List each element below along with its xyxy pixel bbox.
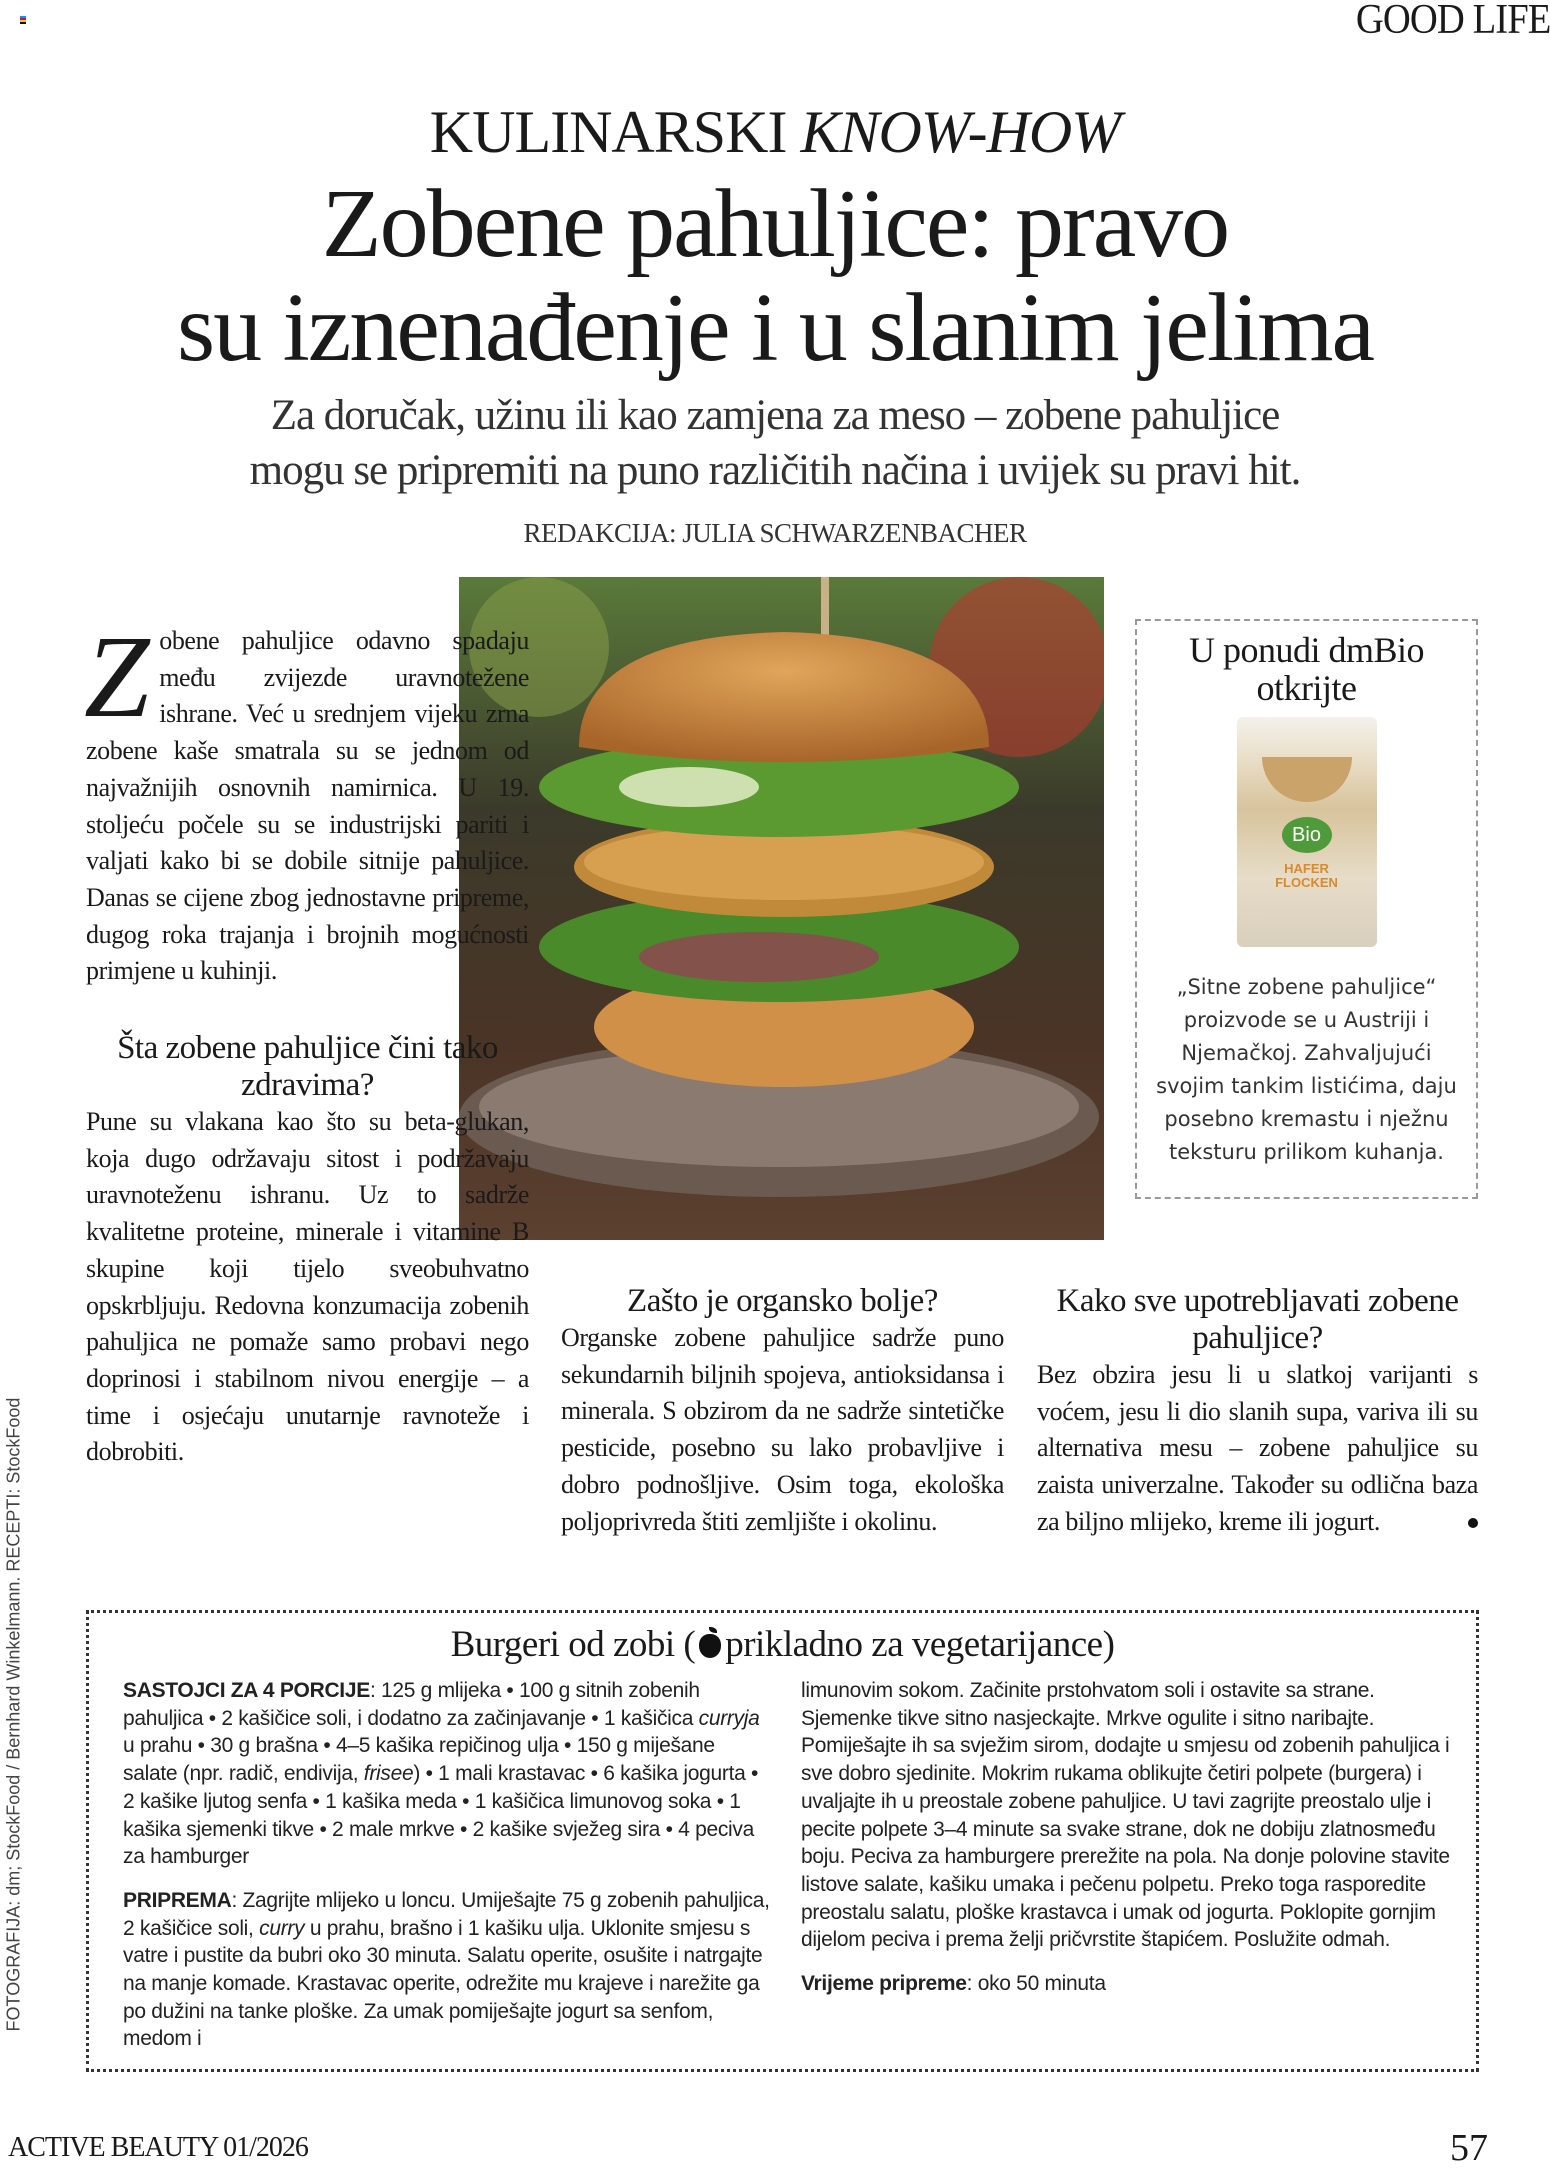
kicker-italic: KNOW-HOW (800, 99, 1121, 165)
section-paragraph: Bez obzira jesu li u slatkoj varijanti s voćem, jesu li dio slanih supa, variva ili su alternativa mesu – zobene pahuljice su zaista univerzalne. Također su odlična baza za biljno mlijeko, kreme ili jogurt. (1037, 1360, 1478, 1536)
section-heading: Šta zobene pahuljice čini tako zdravima? (117, 1030, 498, 1104)
column-intro (84, 611, 529, 1471)
byline: REDAKCIJA: JULIA SCHWARZENBACHER (523, 518, 1027, 548)
recipe-title (89, 1623, 1476, 1666)
sidebar-text: „Sitne zobene pahuljice“ proizvode se u Austriji i Njemačkoj. Zahvaljujući svojim tankim listićima, daju posebno kremastu i nježnu teksturu prilikom kuhanja. (1156, 975, 1457, 1164)
page-number: 57 (1450, 2127, 1488, 2169)
column-usage (1037, 1283, 1478, 1541)
subtitle-line: mogu se pripremiti na puno različitih načina i uvijek su pravi hit. (249, 447, 1301, 494)
prep-time-value: : oko 50 minuta (966, 1972, 1106, 1996)
text-run: u prahu, brašno i 1 kašiku ulja. Uklonite smjesu s vatre i pustite da bubri oko 30 minuta. Salatu operite, osušite i natrgajte na manje komade. Krastavac operite, odrežite mu krajeve i narežite ga po dužini na tanke ploške. Za umak pomiješajte jogurt sa senfom, medom i (123, 1916, 763, 2051)
recipe-title-text: prikladno za vegetarijance) (725, 1624, 1115, 1665)
title-line: su iznenađenje i u slanim jelima (176, 274, 1374, 382)
burger-photo (459, 577, 1104, 1240)
recipe-box (86, 1610, 1479, 2072)
preparation-label: PRIPREMA (123, 1888, 232, 1912)
prep-time-label: Vrijeme pripreme (801, 1972, 967, 1996)
end-mark-icon (1468, 1518, 1478, 1528)
ingredients (123, 1677, 773, 1871)
magazine-issue: ACTIVE BEAUTY 01/2026 (8, 2132, 308, 2163)
bowl-graphic (1262, 757, 1352, 802)
section-label: GOOD LIFE (1355, 0, 1550, 43)
ingredients-text (123, 1679, 760, 1868)
italic-term: curry (259, 1916, 305, 1940)
text-run: : 125 g mlijeka • 100 g sitnih zobenih pahuljica • 2 kašičice soli, i dodatno za začinjavanje • 1 kašičica (123, 1679, 700, 1730)
text-run: : Zagrijte mlijeko u loncu. Umiješajte 75 g zobenih pahuljica, 2 kašičice soli, (123, 1888, 770, 1940)
preparation (123, 1887, 773, 2053)
photo-credit: FOTOGRAFIJA: dm; StockFood / Bernhard Winkelmann. RECEPTI: StockFood (3, 1397, 24, 2032)
kicker-plain: KULINARSKI (429, 99, 787, 165)
section-heading: Zašto je organsko bolje? (627, 1283, 938, 1319)
registration-marks (20, 16, 26, 26)
subtitle-line: Za doručak, užinu ili kao zamjena za meso – zobene pahuljice (270, 392, 1280, 439)
preparation-continued: limunovim sokom. Začinite prstohvatom soli i ostavite sa strane. Sjemenke tikve sitno nasjeckajte. Mrkve ogulite i sitno naribajte. Pomiješajte ih sa svježim sirom, dodajte u smjesu od zobenih pahuljica i sve dobro sjedinite. Mokrim rukama oblikujte četiri polpete (burgera) i uvaljajte ih u preostale zobene pahuljice. U tavi zagrijte preostalo ulje i pecite polpete 3–4 minute sa svake strane, dok ne dobiju zlatnosmeđu boju. Peciva za hamburgere prerežite na pola. Na donje polovine stavite listove salate, kašiku umaka i pečenu polpetu. Preko toga rasporedite preostalu salatu, ploške krastavca i umak od jogurta. Poklopite gornjim dijelom peciva i prema želji pričvrstite štapićem. Poslužite odmah. (801, 1679, 1450, 1952)
text-run: u prahu • 30 g brašna • 4–5 kašika repičinog ulja • 150 g miješane salate (npr. radič, endivija, (123, 1734, 715, 1786)
text-run: ) • 1 mali krastavac • 6 kašika jogurta • 2 kašike ljutog senfa • 1 kašika meda • 1 kašičica limunovog soka • 1 kašika sjemenki tikve • 2 male mrkve • 2 kašike svježeg sira • 4 peciva za hamburger (123, 1762, 759, 1869)
apple-icon (699, 1634, 721, 1658)
prep-time (801, 1970, 1451, 1998)
sidebar-title: U ponudi dmBio otkrijte (1188, 630, 1424, 708)
bio-badge: Bio (1282, 817, 1332, 853)
column-organic (561, 1283, 1004, 1540)
article-subtitle (0, 388, 1550, 498)
article-kicker (0, 98, 1550, 167)
recipe-right-column (801, 1677, 1451, 2014)
preparation-text (123, 1889, 770, 2051)
recipe-title-text: Burgeri od zobi ( (450, 1624, 696, 1665)
intro-paragraph: obene pahuljice odavno spadaju među zvijezde uravnotežene ishrane. Već u srednjem vijeku zrna zobene kaše smatrala su se jednom od najvažnijih osnovnih namirnica. U 19. stoljeću počele su se industrijski pariti i valjati kako bi se dobile sitnije pahuljice. Danas se cijene zbog jednostavne pripreme, dugog roka trajanja i brojnih mogućnosti primjene u kuhinji. (86, 626, 529, 986)
product-image (1237, 717, 1377, 947)
section-heading: Kako sve upotrebljavati zobene pahuljice? (1056, 1283, 1459, 1356)
recipe-left-column (123, 1677, 773, 2069)
section-paragraph: Organske zobene pahuljice sadrže puno sekundarnih biljnih spojeva, antioksidansa i minerala. S obzirom da ne sadrže sintetičke pesticide, posebno su lako probavljive i dobro podnošljive. Osim toga, ekološka poljoprivreda štiti zemljište i okolinu. (561, 1323, 1004, 1536)
italic-term: curryja (698, 1706, 760, 1730)
title-line: Zobene pahuljice: pravo (321, 170, 1229, 278)
section-paragraph: Pune su vlakana kao što su beta-glukan, koja dugo održavaju sitost i podržavaju uravnoteženu ishranu. Uz to sadrže kvalitetne proteine, minerale i vitamine B skupine koji tijelo sveobuhvatno opskrbljuju. Redovna konzumacija zobenih pahuljica ne pomaže samo probavi nego doprinosi i stabilnom nivou energije – a time i osjećaju unutarnje ravnoteže i dobrobiti. (86, 1107, 529, 1467)
product-sidebar (1135, 619, 1478, 1199)
drop-cap: Z (84, 611, 150, 742)
article-title (0, 172, 1550, 380)
italic-term: frisee (363, 1762, 414, 1786)
product-name: HAFER FLOCKEN (1275, 861, 1338, 890)
ingredients-label: SASTOJCI ZA 4 PORCIJE (123, 1679, 370, 1702)
